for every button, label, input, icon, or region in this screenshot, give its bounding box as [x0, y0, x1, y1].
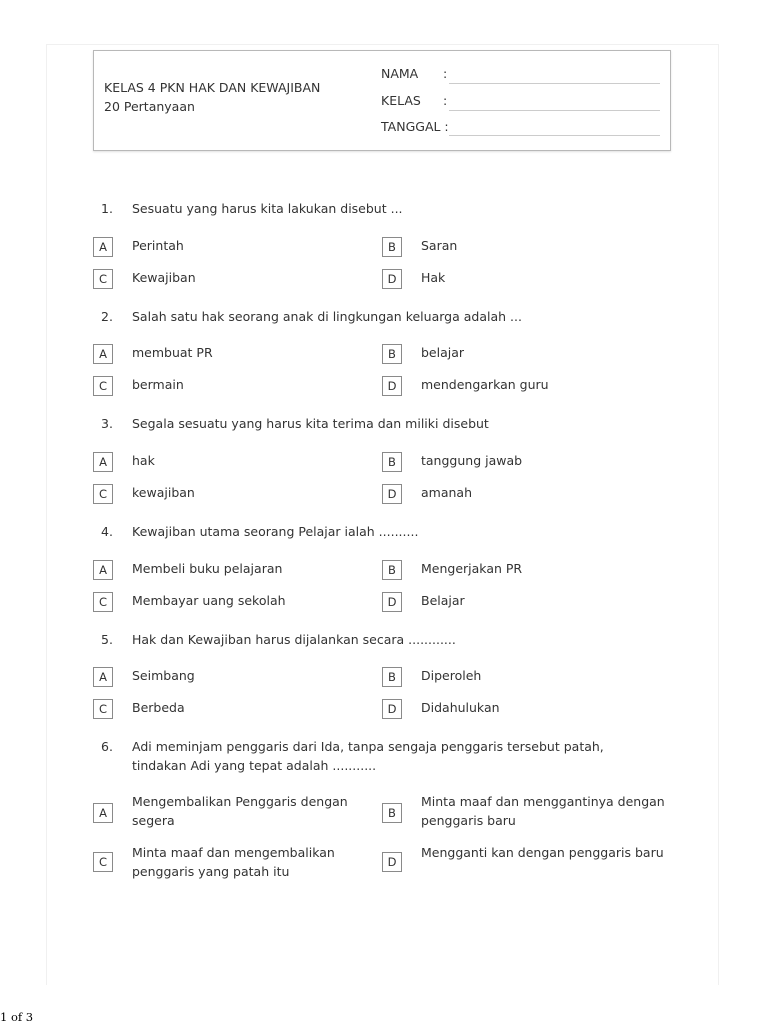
option-a-box[interactable]: A	[93, 452, 113, 472]
question-text: Salah satu hak seorang anak di lingkungan keluarga adalah ...	[132, 309, 522, 324]
option-a-text: hak	[132, 453, 155, 468]
option-d-box[interactable]: D	[382, 269, 402, 289]
question-number: 1.	[101, 201, 113, 216]
option-c-text: kewajiban	[132, 485, 195, 500]
page-indicator: 1 of 3	[0, 1010, 34, 1024]
option-c-text: Minta maaf dan mengembalikan penggaris yang patah itu	[132, 845, 335, 879]
option-a-text: Membeli buku pelajaran	[132, 561, 283, 576]
question-number: 5.	[101, 632, 113, 647]
kelas-colon: :	[443, 93, 448, 108]
option-b-box[interactable]: B	[382, 560, 402, 580]
question-text: Kewajiban utama seorang Pelajar ialah ..........	[132, 524, 419, 539]
option-c-box[interactable]: C	[93, 376, 113, 396]
tanggal-field[interactable]	[449, 135, 660, 136]
question-text: Adi meminjam penggaris dari Ida, tanpa sengaja penggaris tersebut patah, tindakan Adi yang tepat adalah ...........	[132, 739, 604, 773]
option-b-box[interactable]: B	[382, 667, 402, 687]
option-a-box[interactable]: A	[93, 237, 113, 257]
option-d-box[interactable]: D	[382, 699, 402, 719]
tanggal-label: TANGGAL :	[381, 119, 449, 134]
question-number: 4.	[101, 524, 113, 539]
option-c-text: bermain	[132, 377, 184, 392]
option-d-box[interactable]: D	[382, 852, 402, 872]
question-number: 2.	[101, 309, 113, 324]
option-c-box[interactable]: C	[93, 699, 113, 719]
kelas-label: KELAS	[381, 93, 421, 108]
option-a-text: Seimbang	[132, 668, 195, 683]
option-c-text: Membayar uang sekolah	[132, 593, 286, 608]
option-d-box[interactable]: D	[382, 376, 402, 396]
question-count: 20 Pertanyaan	[104, 99, 195, 114]
option-b-box[interactable]: B	[382, 344, 402, 364]
nama-label: NAMA	[381, 66, 419, 81]
option-d-box[interactable]: D	[382, 484, 402, 504]
option-d-box[interactable]: D	[382, 592, 402, 612]
option-a-box[interactable]: A	[93, 803, 113, 823]
option-a-box[interactable]: A	[93, 344, 113, 364]
option-c-text: Berbeda	[132, 700, 185, 715]
option-c-text: Kewajiban	[132, 270, 196, 285]
option-d-text: Mengganti kan dengan penggaris baru	[421, 845, 664, 860]
option-b-text: Diperoleh	[421, 668, 482, 683]
nama-field[interactable]	[449, 83, 660, 84]
option-d-text: Belajar	[421, 593, 465, 608]
option-c-box[interactable]: C	[93, 592, 113, 612]
option-b-box[interactable]: B	[382, 237, 402, 257]
option-b-box[interactable]: B	[382, 803, 402, 823]
question-text: Hak dan Kewajiban harus dijalankan secara ............	[132, 632, 456, 647]
option-b-text: Saran	[421, 238, 458, 253]
option-d-text: amanah	[421, 485, 473, 500]
option-d-text: Didahulukan	[421, 700, 500, 715]
option-a-text: Perintah	[132, 238, 184, 253]
nama-colon: :	[443, 66, 448, 81]
option-a-box[interactable]: A	[93, 667, 113, 687]
option-a-text: Mengembalikan Penggaris dengan segera	[132, 794, 348, 828]
worksheet-header	[93, 50, 671, 151]
option-a-box[interactable]: A	[93, 560, 113, 580]
question-text: Sesuatu yang harus kita lakukan disebut ...	[132, 201, 403, 216]
option-d-text: mendengarkan guru	[421, 377, 549, 392]
option-c-box[interactable]: C	[93, 269, 113, 289]
option-d-text: Hak	[421, 270, 446, 285]
question-text: Segala sesuatu yang harus kita terima dan miliki disebut	[132, 416, 489, 431]
question-number: 6.	[101, 739, 113, 754]
option-c-box[interactable]: C	[93, 852, 113, 872]
kelas-field[interactable]	[449, 110, 660, 111]
option-b-text: tanggung jawab	[421, 453, 523, 468]
option-a-text: membuat PR	[132, 345, 213, 360]
worksheet-title: KELAS 4 PKN HAK DAN KEWAJIBAN	[104, 80, 321, 95]
option-c-box[interactable]: C	[93, 484, 113, 504]
option-b-text: Mengerjakan PR	[421, 561, 523, 576]
option-b-text: belajar	[421, 345, 465, 360]
question-number: 3.	[101, 416, 113, 431]
option-b-text: Minta maaf dan menggantinya dengan penggaris baru	[421, 794, 665, 828]
option-b-box[interactable]: B	[382, 452, 402, 472]
